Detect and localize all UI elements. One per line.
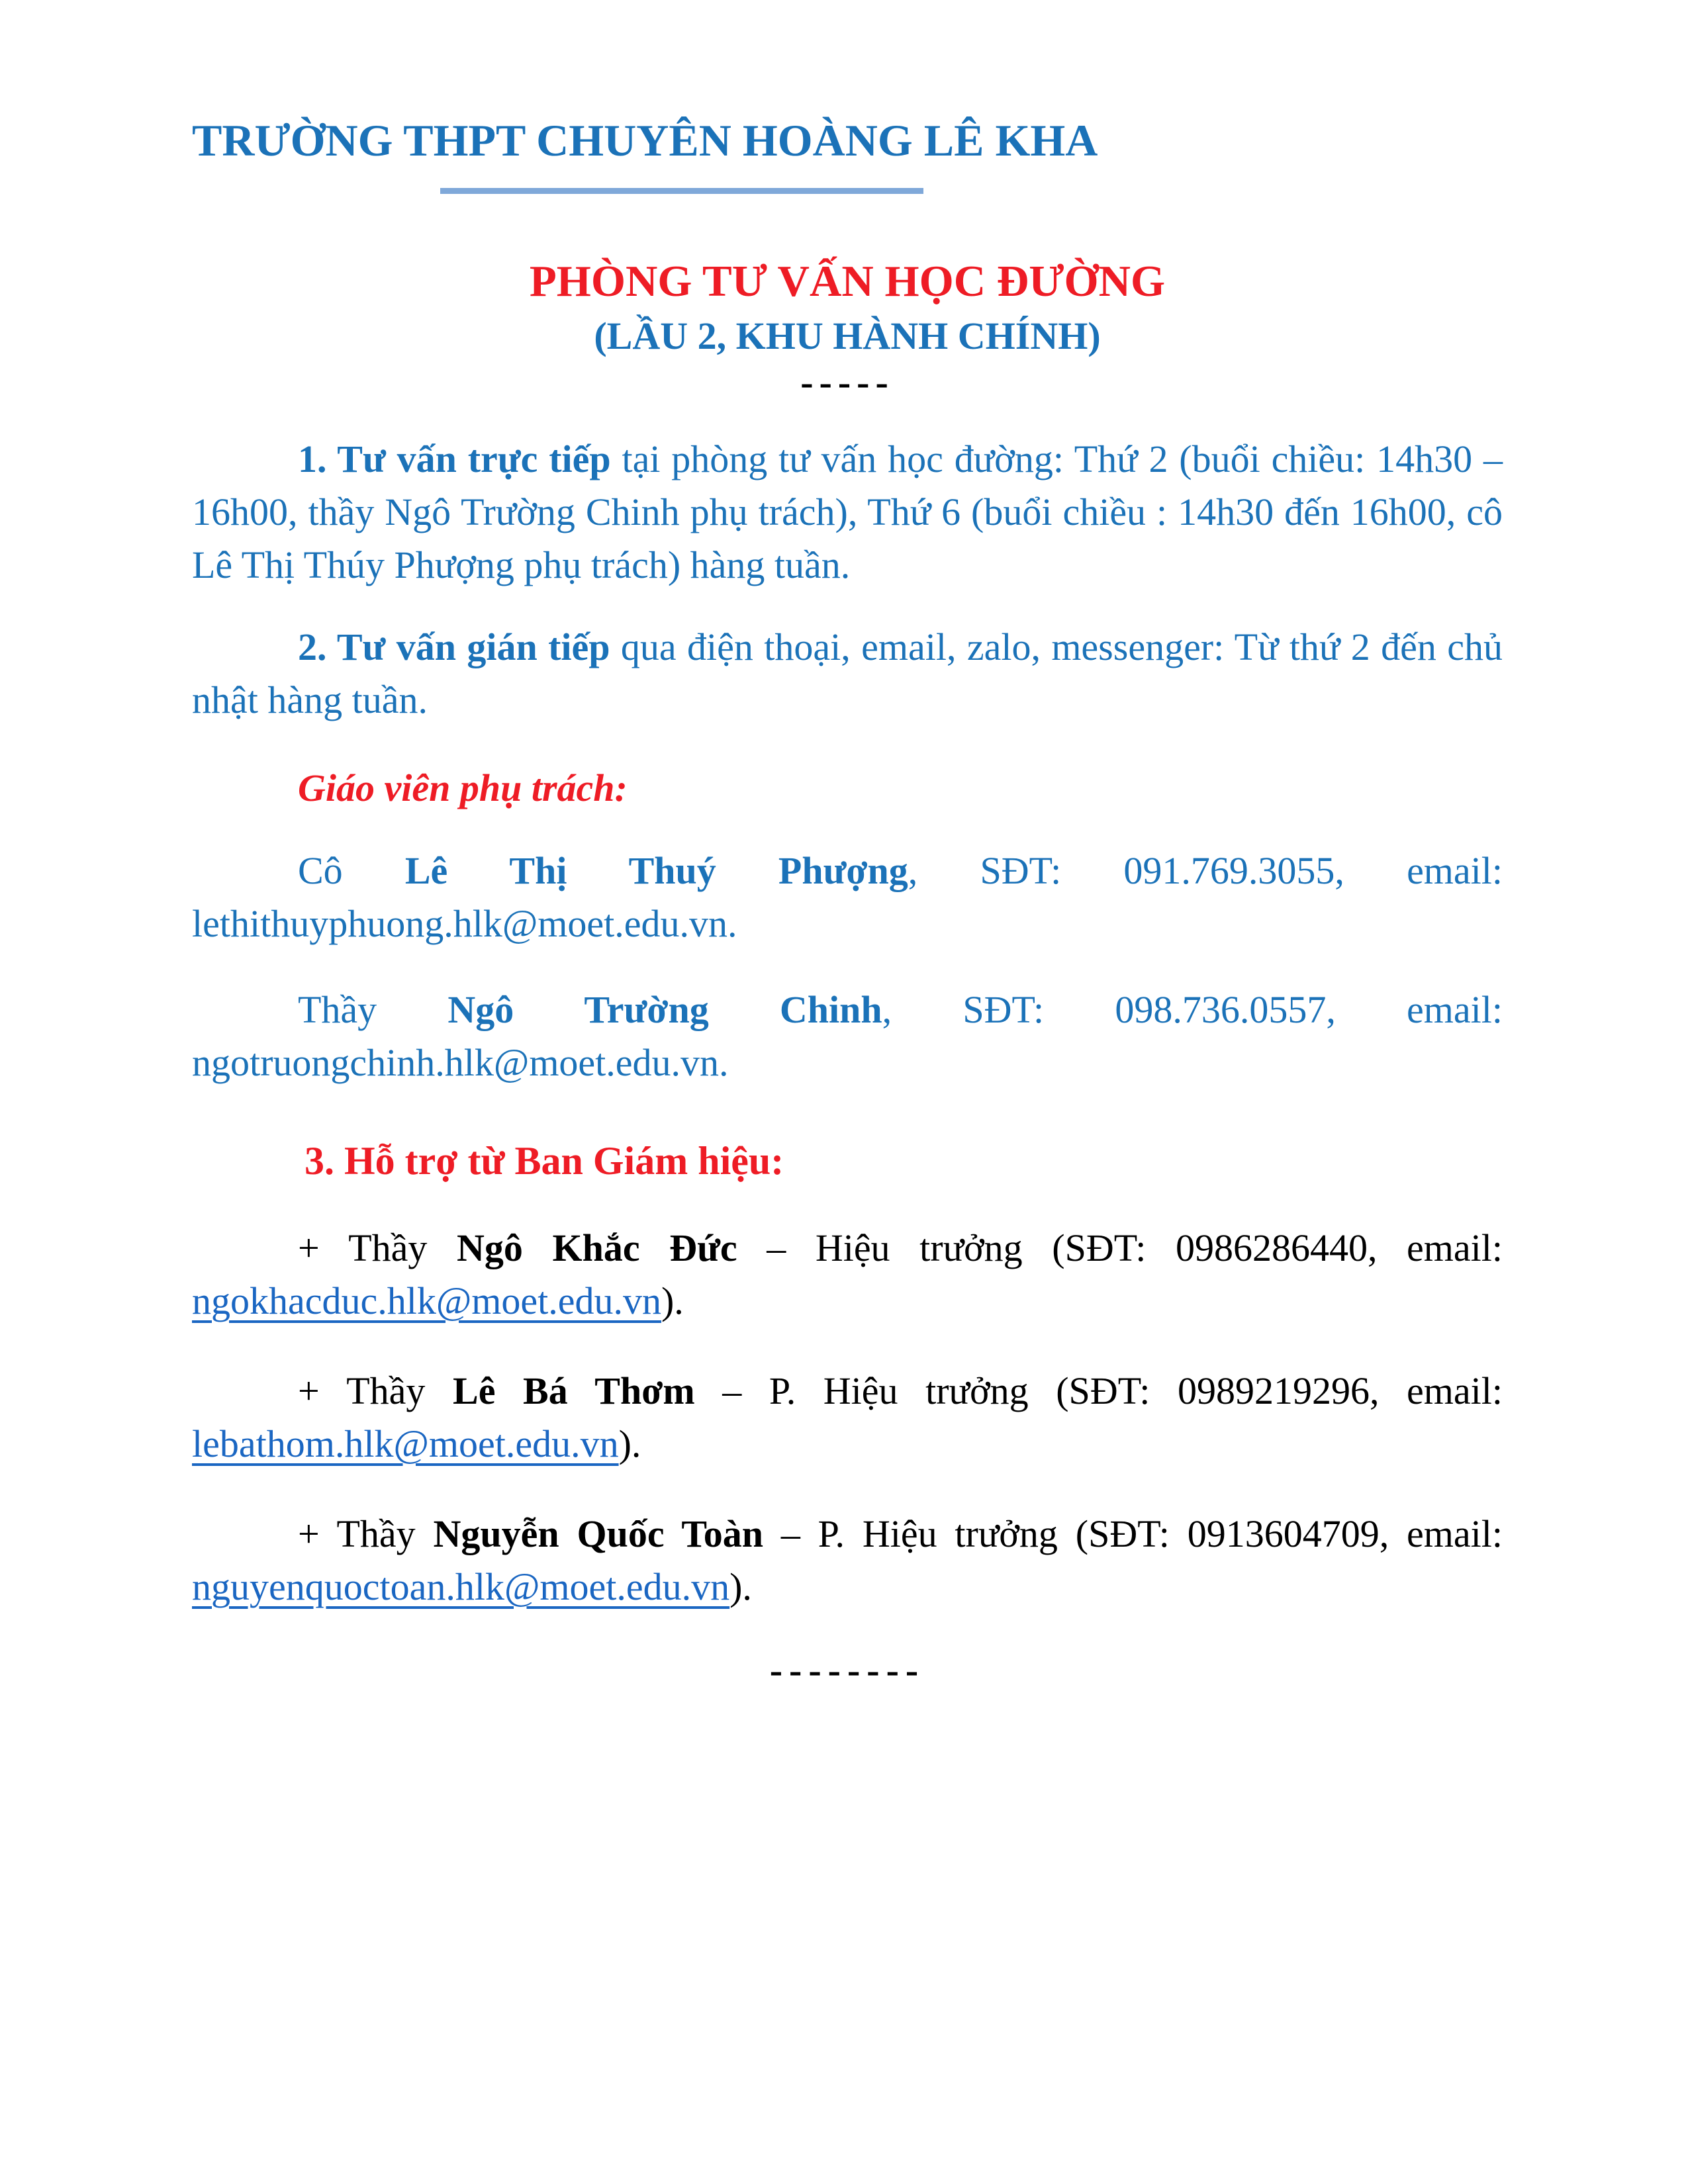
board-member-toan [192, 1508, 1503, 1614]
teacher-name: Ngô Trường Chinh [447, 987, 882, 1031]
teacher-email-text: lethithuyphuong.hlk@moet.edu.vn [192, 901, 727, 945]
paragraph-direct-counseling [192, 433, 1503, 592]
board-member-duc [192, 1222, 1503, 1328]
email-link[interactable]: lebathom.hlk@moet.edu.vn [192, 1422, 619, 1466]
email-link[interactable]: ngokhacduc.hlk@moet.edu.vn [192, 1279, 661, 1322]
separator-top: ----- [800, 361, 894, 404]
teacher-contact-chinh [192, 983, 1503, 1089]
member-prefix: + Thầy [298, 1369, 453, 1413]
school-name: TRƯỜNG THPT CHUYÊN HOÀNG LÊ KHA [192, 115, 1098, 165]
teacher-prefix: Thầy [298, 987, 448, 1031]
teacher-contact-phuong [192, 844, 1503, 950]
email-link[interactable]: nguyenquoctoan.hlk@moet.edu.vn [192, 1565, 730, 1609]
teacher-details: , SĐT: 098.736.0557, email: [882, 987, 1503, 1031]
member-role: – P. Hiệu trưởng (SĐT: 0989219296, email: [694, 1369, 1503, 1413]
member-name: Lê Bá Thơm [453, 1369, 695, 1413]
member-suffix: ). [729, 1565, 752, 1609]
member-suffix: ). [661, 1279, 684, 1322]
page-title: PHÒNG TƯ VẤN HỌC ĐƯỜNG [529, 256, 1166, 306]
paragraph-direct-label: 1. Tư vấn trực tiếp [298, 437, 611, 481]
member-name: Nguyễn Quốc Toàn [433, 1512, 763, 1556]
board-member-thom [192, 1365, 1503, 1471]
teacher-suffix: . [727, 901, 737, 945]
teachers-heading: Giáo viên phụ trách: [298, 766, 628, 810]
member-role: – P. Hiệu trưởng (SĐT: 0913604709, email: [763, 1512, 1503, 1556]
teacher-name: Lê Thị Thuý Phượng [404, 848, 908, 892]
paragraph-indirect-body: qua điện thoại, email, zalo, messenger: Từ thứ 2 đến chủ nhật hàng tuần. [192, 625, 1503, 722]
paragraph-indirect-counseling [192, 621, 1503, 727]
teacher-details: , SĐT: 091.769.3055, email: [908, 848, 1503, 892]
teacher-email-text: ngotruongchinh.hlk@moet.edu.vn [192, 1040, 720, 1084]
member-prefix: + Thầy [298, 1226, 457, 1269]
member-name: Ngô Khắc Đức [457, 1226, 737, 1269]
member-role: – Hiệu trưởng (SĐT: 0986286440, email: [737, 1226, 1503, 1269]
paragraph-direct-body: tại phòng tư vấn học đường: Thứ 2 (buổi chiều: 14h30 – 16h00, thầy Ngô Trường Chinh phụ trách), Thứ 6 (buổi chiều : 14h30 đến 16h00, cô Lê Thị Thúy Phượng phụ trách) hàng tuần. [192, 437, 1503, 587]
separator-bottom: -------- [769, 1649, 925, 1692]
board-heading: 3. Hỗ trợ từ Ban Giám hiệu: [305, 1138, 784, 1183]
member-suffix: ). [618, 1422, 641, 1466]
teacher-suffix: . [719, 1040, 729, 1084]
page-subtitle: (LẦU 2, KHU HÀNH CHÍNH) [594, 314, 1101, 358]
header-divider [440, 188, 923, 194]
member-prefix: + Thầy [298, 1512, 434, 1556]
paragraph-indirect-label: 2. Tư vấn gián tiếp [298, 625, 610, 669]
teacher-prefix: Cô [298, 848, 405, 892]
